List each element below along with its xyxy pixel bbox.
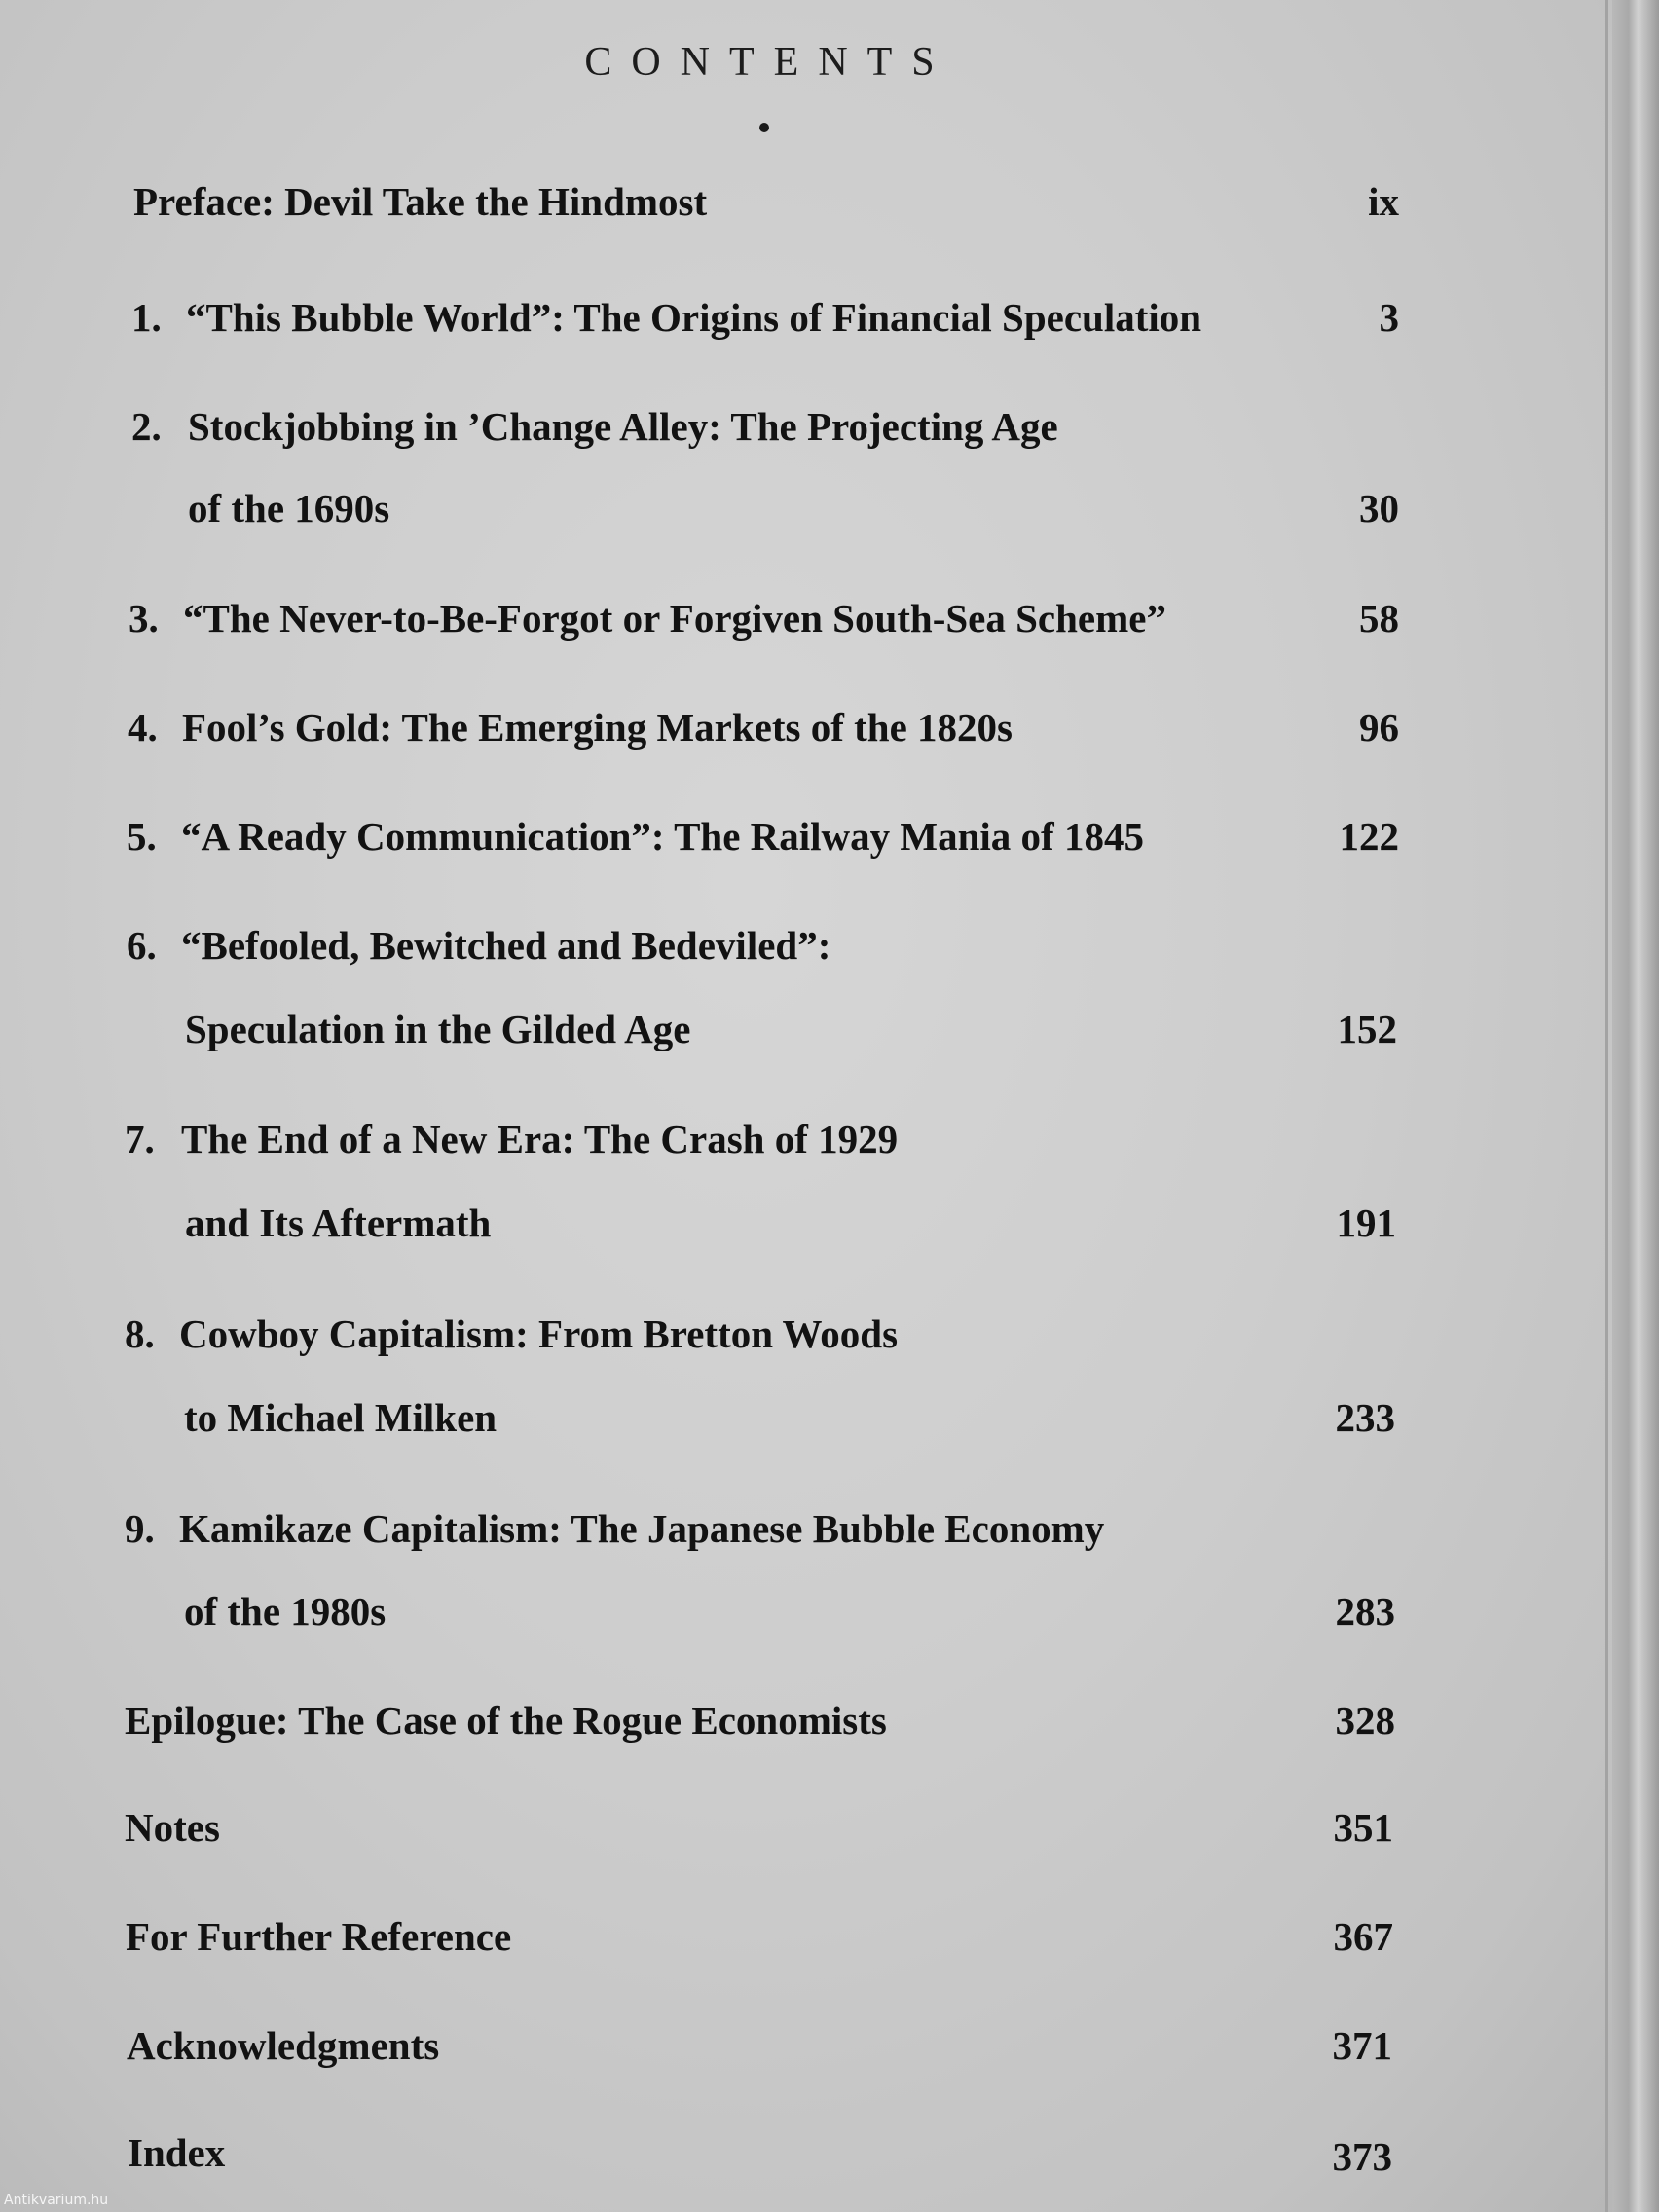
entry-number: 5.: [127, 814, 157, 859]
watermark-text: Antikvarium.hu: [4, 2193, 109, 2208]
entry-page-number: 30: [1359, 486, 1399, 531]
entry-title: “This Bubble World”: The Origins of Financial Speculation: [186, 295, 1202, 340]
entry-number: 2.: [131, 404, 162, 449]
entry-page-number: 328: [1335, 1698, 1395, 1743]
entry-title-continued: Speculation in the Gilded Age: [185, 1007, 691, 1051]
entry-title: “A Ready Communication”: The Railway Mania of 1845: [181, 814, 1144, 859]
entry-title: Fool’s Gold: The Emerging Markets of the 1820s: [182, 705, 1013, 750]
page-edge-line: [1605, 0, 1608, 2212]
entry-title: Acknowledgments: [127, 2023, 440, 2068]
entry-title: Cowboy Capitalism: From Bretton Woods: [179, 1311, 899, 1356]
entry-title: For Further Reference: [126, 1914, 512, 1959]
entry-number: 4.: [128, 705, 158, 750]
entry-number: 9.: [125, 1506, 155, 1551]
entry-page-number: 152: [1337, 1007, 1397, 1051]
entry-title: “Befooled, Bewitched and Bedeviled”:: [181, 923, 831, 968]
entry-title-continued: of the 1690s: [188, 486, 390, 531]
entry-title-continued: to Michael Milken: [184, 1395, 498, 1440]
entry-number: 7.: [125, 1117, 155, 1161]
entry-page-number: 58: [1359, 596, 1399, 641]
entry-title: Epilogue: The Case of the Rogue Economists: [125, 1698, 887, 1743]
entry-title: Preface: Devil Take the Hindmost: [133, 179, 708, 224]
entry-page-number: 283: [1335, 1589, 1395, 1634]
entry-page-number: 373: [1332, 2134, 1392, 2179]
entry-page-number: ix: [1368, 179, 1399, 224]
contents-heading: CONTENTS: [584, 40, 954, 85]
entry-title: Kamikaze Capitalism: The Japanese Bubble Economy: [179, 1506, 1105, 1551]
entry-page-number: 96: [1359, 705, 1399, 750]
entry-number: 8.: [125, 1311, 155, 1356]
entry-number: 6.: [127, 923, 157, 968]
entry-page-number: 367: [1333, 1914, 1393, 1959]
entry-page-number: 3: [1379, 295, 1399, 340]
entry-number: 3.: [129, 596, 159, 641]
entry-page-number: 122: [1339, 814, 1399, 859]
entry-title: Index: [128, 2130, 226, 2175]
heading-ornament-dot: [759, 123, 769, 132]
entry-page-number: 191: [1336, 1200, 1396, 1245]
entry-page-number: 371: [1332, 2023, 1392, 2068]
entry-title: Stockjobbing in ’Change Alley: The Projecting Age: [188, 404, 1058, 449]
entry-title: The End of a New Era: The Crash of 1929: [181, 1117, 899, 1161]
entry-page-number: 351: [1333, 1805, 1393, 1850]
entry-title-continued: of the 1980s: [184, 1589, 387, 1634]
entry-title-continued: and Its Aftermath: [185, 1200, 492, 1245]
page-edge: [1612, 0, 1659, 2212]
entry-title: Notes: [125, 1805, 220, 1850]
entry-number: 1.: [131, 295, 162, 340]
entry-title: “The Never-to-Be-Forgot or Forgiven South-Sea Scheme”: [183, 596, 1166, 641]
entry-page-number: 233: [1335, 1395, 1395, 1440]
